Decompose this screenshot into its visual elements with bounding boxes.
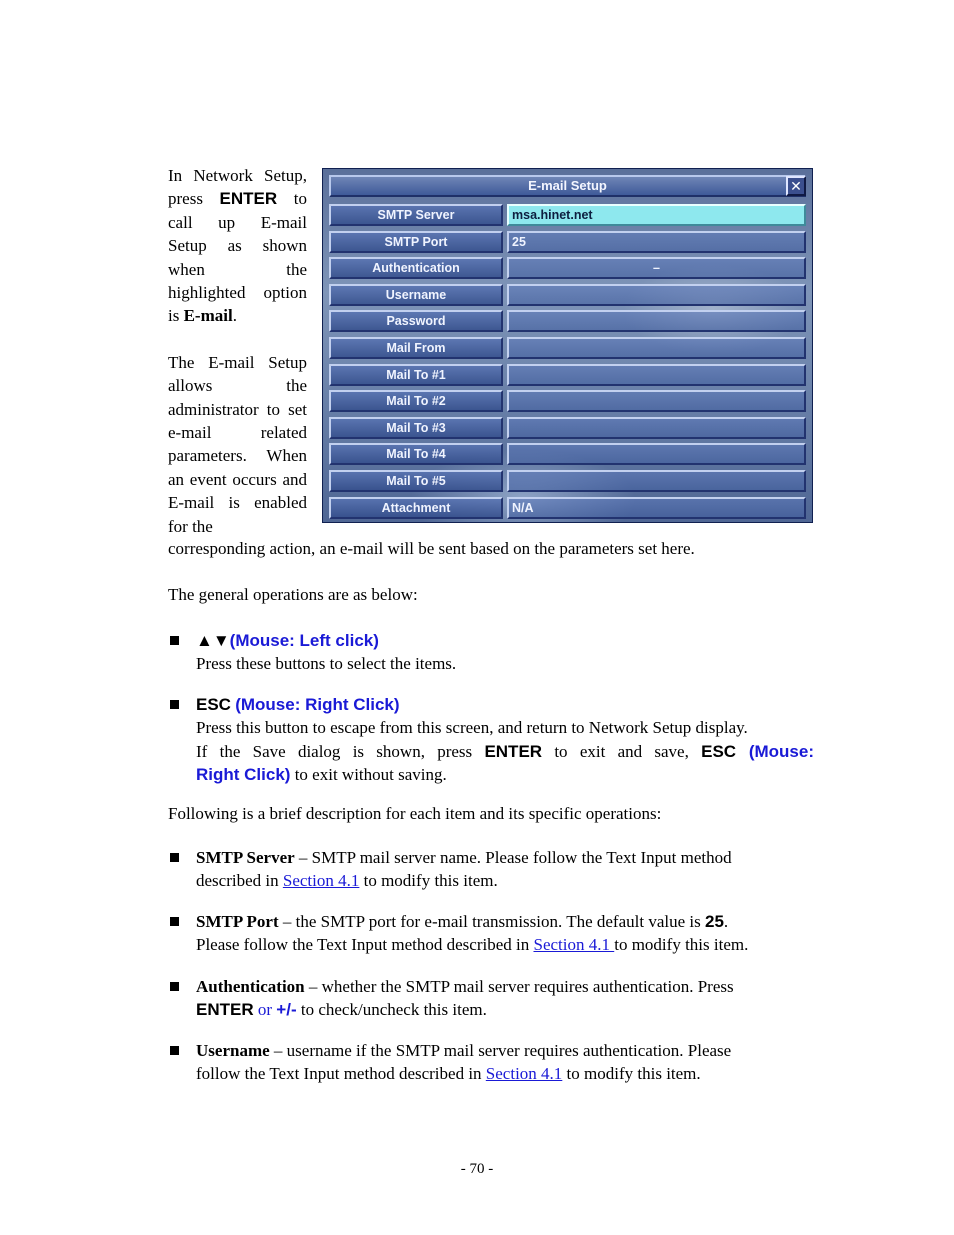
osd-label-mail-to-5: Mail To #5 [329, 470, 503, 492]
bullet-icon [170, 700, 179, 709]
intro-continuation: corresponding action, an e-mail will be sent based on the parameters set here. [168, 539, 695, 558]
mouse-left-label: (Mouse: Left click) [229, 631, 379, 650]
osd-value-smtp-server[interactable]: msa.hinet.net [507, 204, 806, 226]
osd-value-mail-from[interactable] [507, 337, 806, 359]
bullet-icon [170, 853, 179, 862]
osd-row-mail-to-3[interactable] [329, 417, 806, 439]
osd-value-password[interactable] [507, 310, 806, 332]
op-esc-desc-c: Right Click) to exit without saving. [196, 765, 447, 785]
section-4-1-link[interactable]: Section 4.1 [282, 871, 360, 891]
section-4-1-link[interactable]: Section 4.1 [533, 935, 615, 955]
osd-value-mail-to-1[interactable] [507, 364, 806, 386]
item-username: Username – username if the SMTP mail server requires authentication. Please follow the Text Input method described in Section 4.1 to modify this item. [168, 1039, 814, 1086]
osd-row-authentication[interactable] [329, 257, 806, 279]
intro-paragraph-1: In Network Setup, press ENTER to call up E-mail Setup as shown when the highlighted option is E-mail. [168, 166, 307, 326]
op-arrows [168, 629, 814, 676]
arrow-keys-label: ▲▼ [196, 631, 230, 650]
osd-label-username: Username [329, 284, 503, 306]
osd-label-password: Password [329, 310, 503, 332]
bullet-icon [170, 1046, 179, 1055]
general-ops-heading: The general operations are as below: [168, 585, 418, 604]
enter-key-label: ENTER [219, 189, 278, 209]
item-smtp-port: SMTP Port – the SMTP port for e-mail transmission. The default value is 25. Please follow the Text Input method described in Section 4.1 to modify this item. [168, 910, 814, 957]
osd-label-mail-to-1: Mail To #1 [329, 364, 503, 386]
osd-label-mail-from: Mail From [329, 337, 503, 359]
osd-label-attachment: Attachment [329, 497, 503, 519]
op-esc [168, 693, 814, 787]
email-setup-screenshot [322, 168, 813, 523]
osd-value-mail-to-2[interactable] [507, 390, 806, 412]
osd-value-mail-to-4[interactable] [507, 443, 806, 465]
osd-value-authentication[interactable]: – [507, 257, 806, 279]
mouse-right-label: (Mouse: Right Click) [235, 695, 400, 714]
dialog-title: E-mail Setup [329, 175, 806, 197]
osd-row-mail-to-5[interactable] [329, 470, 806, 492]
bullet-icon [170, 917, 179, 926]
op-esc-desc-b: If the Save dialog is shown, press ENTER to exit and save, ESC (Mouse: [196, 741, 814, 761]
close-icon[interactable]: ✕ [786, 176, 806, 196]
page-number: - 70 - [460, 1161, 494, 1177]
osd-row-attachment[interactable] [329, 497, 806, 519]
osd-value-mail-to-5[interactable] [507, 470, 806, 492]
email-option-label: E-mail [183, 306, 233, 326]
osd-row-mail-to-1[interactable] [329, 364, 806, 386]
osd-row-password[interactable] [329, 310, 806, 332]
osd-row-smtp-server[interactable] [329, 204, 806, 226]
item-authentication: Authentication – whether the SMTP mail server requires authentication. Press ENTER or +/- to check/uncheck this item. [168, 975, 814, 1022]
osd-value-mail-to-3[interactable] [507, 417, 806, 439]
items-intro: Following is a brief description for each item and its specific operations: [168, 804, 662, 823]
bullet-icon [170, 982, 179, 991]
osd-label-smtp-port: SMTP Port [329, 231, 503, 253]
op-esc-desc-a: Press this button to escape from this screen, and return to Network Setup display. [196, 718, 748, 738]
intro-text [168, 164, 307, 538]
osd-label-mail-to-3: Mail To #3 [329, 417, 503, 439]
item-smtp-server: SMTP Server – SMTP mail server name. Please follow the Text Input method described in Section 4.1 to modify this item. [168, 846, 814, 893]
osd-row-mail-from[interactable] [329, 337, 806, 359]
esc-key-label: ESC [196, 695, 231, 714]
op-arrows-desc: Press these buttons to select the items. [196, 654, 457, 674]
bullet-icon [170, 636, 179, 645]
osd-value-attachment[interactable]: N/A [507, 497, 806, 519]
osd-row-mail-to-4[interactable] [329, 443, 806, 465]
section-4-1-link[interactable]: Section 4.1 [485, 1064, 563, 1084]
osd-row-smtp-port[interactable] [329, 231, 806, 253]
osd-value-username[interactable] [507, 284, 806, 306]
osd-label-smtp-server: SMTP Server [329, 204, 503, 226]
osd-value-smtp-port[interactable]: 25 [507, 231, 806, 253]
osd-row-mail-to-2[interactable] [329, 390, 806, 412]
osd-label-mail-to-2: Mail To #2 [329, 390, 503, 412]
osd-label-authentication: Authentication [329, 257, 503, 279]
osd-row-username[interactable] [329, 284, 806, 306]
intro-paragraph-2: The E-mail Setup allows the administrator to set e-mail related parameters. When an event occurs and E-mail is enabled for the [168, 352, 307, 536]
osd-label-mail-to-4: Mail To #4 [329, 443, 503, 465]
